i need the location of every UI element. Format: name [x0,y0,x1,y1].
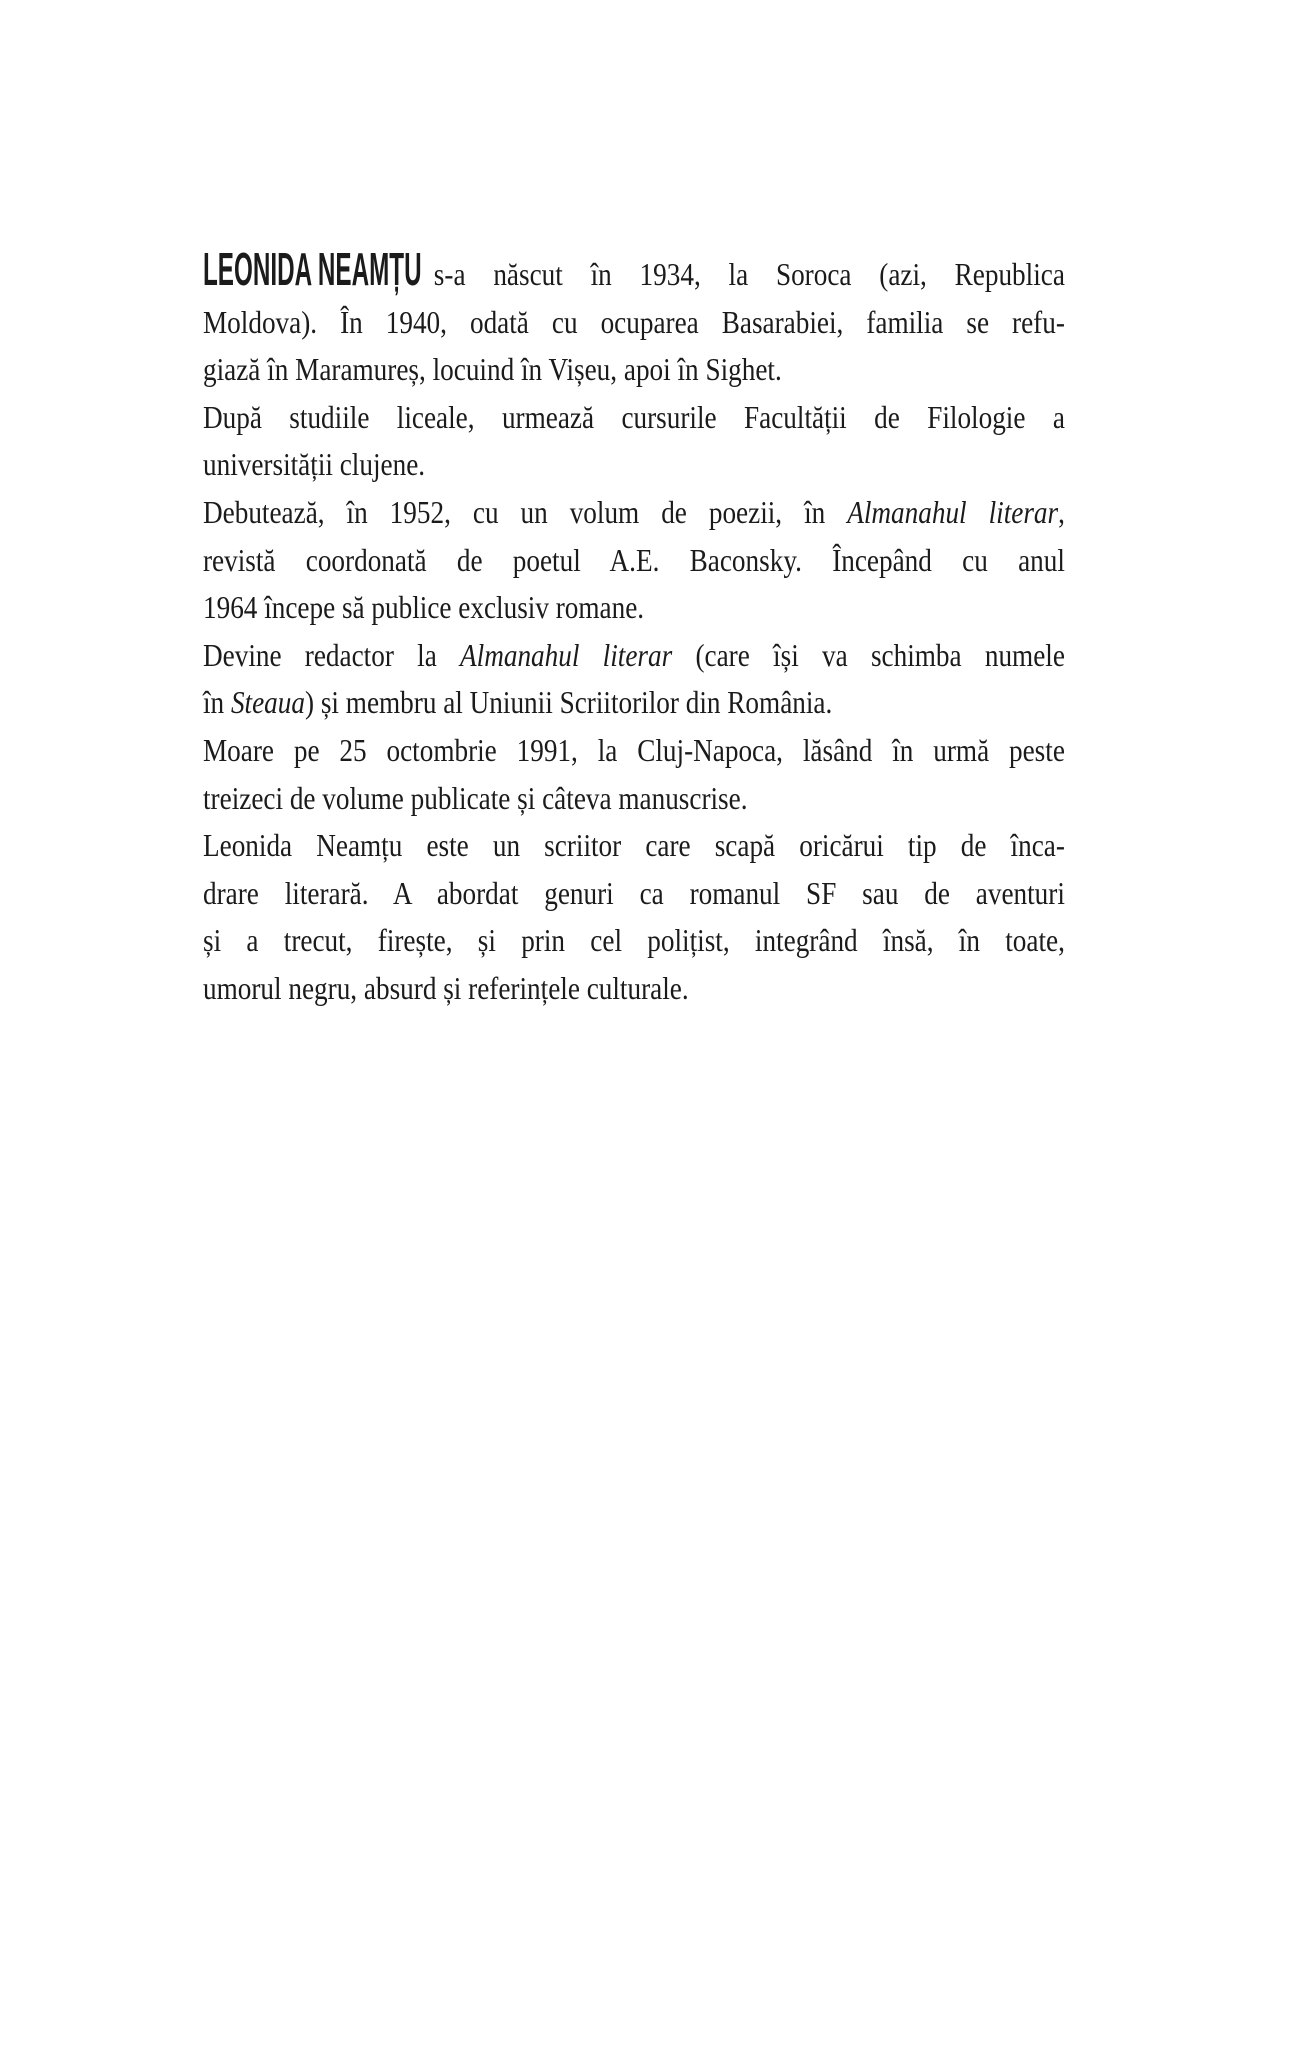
text-line [203,727,1065,775]
text-segment: 1964 începe să publice exclusiv romane. [203,589,645,626]
text-segment: Moldova). În 1940, odată cu ocuparea Basarabiei, familia se refu- [203,303,1065,340]
text-segment: s-a născut în 1934, la Soroca (azi, Republica [406,256,1065,292]
text-segment: Leonida Neamțu este un scriitor care scapă oricărui tip de înca- [203,827,1065,864]
text-segment: treizeci de volume publicate și câteva manuscrise. [203,779,748,816]
bio-text-block [203,243,1065,1013]
text-line [203,441,1065,489]
paragraph [203,727,1065,822]
text-segment: în [203,684,231,721]
text-segment: , [1058,493,1065,530]
text-segment: Devine redactor la [203,636,461,673]
text-segment: După studiile liceale, urmează cursurile Facultății de Filologie a [203,398,1065,435]
paragraph [203,243,1065,394]
text-line [203,822,1065,870]
paragraph [203,394,1065,489]
text-line [203,632,1065,680]
text-line: LEONIDA NEAMȚU s-a născut în 1934, la Soroca (azi, Republica [203,243,1065,295]
text-segment: și a trecut, firește, și prin cel polițist, integrând însă, în toate, [203,922,1065,959]
text-segment: revistă coordonată de poetul A.E. Baconsky. Începând cu anul [203,541,1065,578]
text-line [203,775,1065,823]
work-title: Almanahul literar [847,493,1059,530]
text-line [203,537,1065,585]
text-line [203,870,1065,918]
paragraph [203,822,1065,1012]
text-segment: universității clujene. [203,446,426,483]
text-segment: (care își va schimba numele [672,636,1065,673]
text-segment: giază în Maramureș, locuind în Vișeu, apoi în Sighet. [203,351,782,388]
text-line [203,679,1065,727]
text-line [203,489,1065,537]
text-line [203,394,1065,442]
text-segment: Debutează, în 1952, cu un volum de poezii, în [203,493,848,530]
text-line [203,346,1065,394]
text-segment: Moare pe 25 octombrie 1991, la Cluj-Napoca, lăsând în urmă peste [203,731,1065,768]
text-segment: ) și membru al Uniunii Scriitorilor din România. [304,684,833,721]
work-title: Almanahul literar [460,636,673,673]
text-line [203,584,1065,632]
text-segment: drare literară. A abordat genuri ca romanul SF sau de aventuri [203,874,1065,911]
paragraph [203,632,1065,727]
text-line [203,965,1065,1013]
text-line [203,299,1065,347]
text-line [203,917,1065,965]
text-segment: umorul negru, absurd și referințele culturale. [203,969,689,1006]
paragraph [203,489,1065,632]
work-title: Steaua [230,684,305,721]
